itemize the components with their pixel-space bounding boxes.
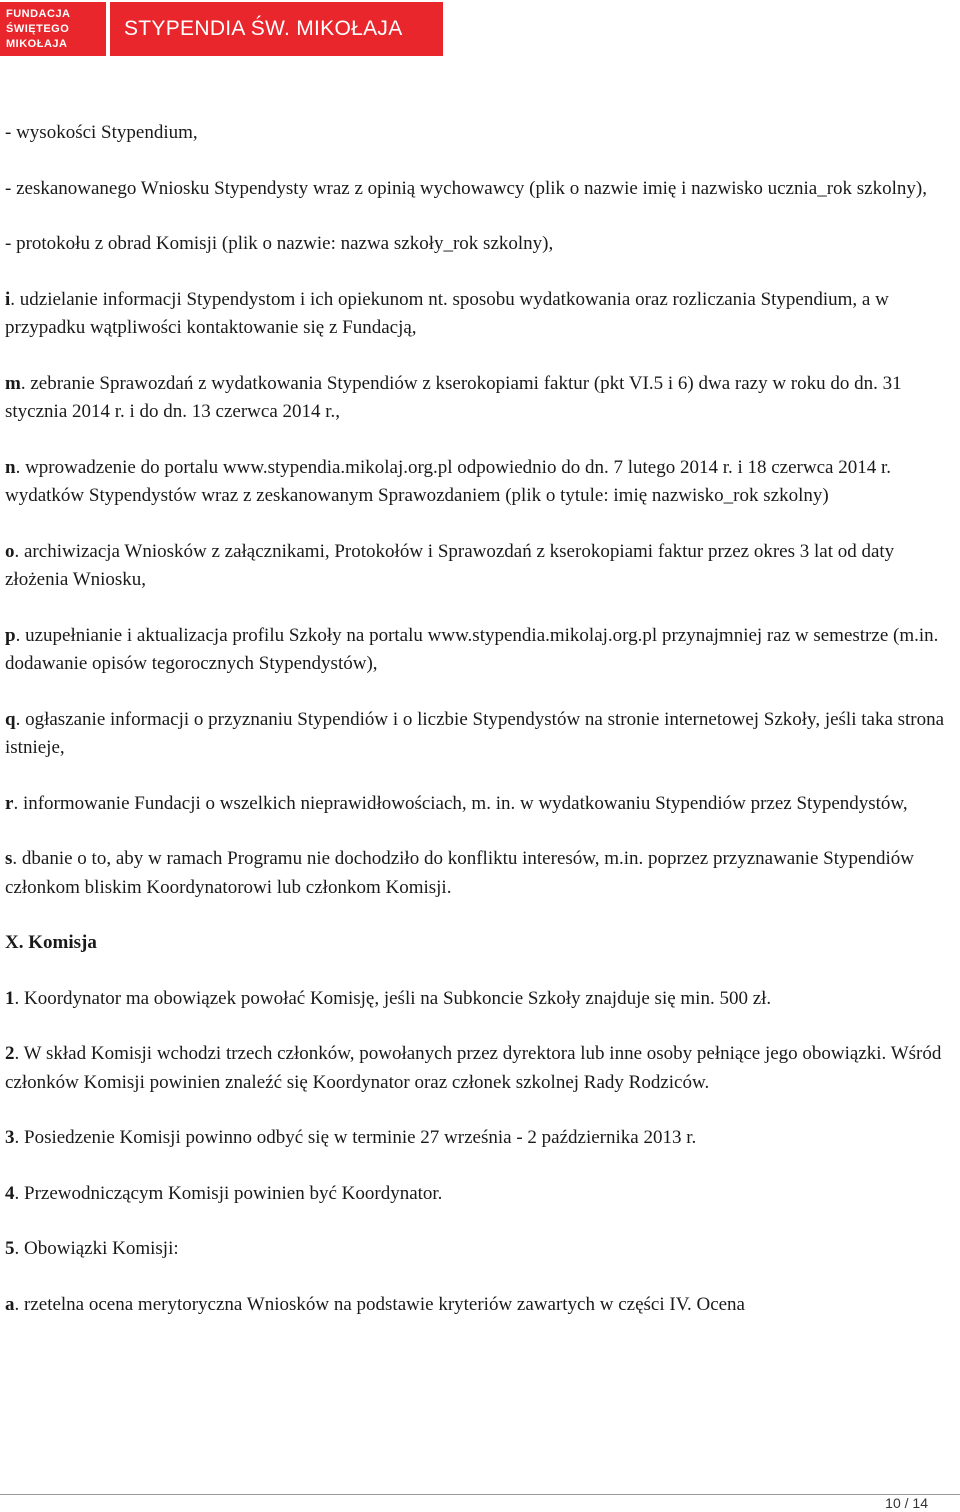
list-item bbox=[5, 1180, 950, 1209]
list-item bbox=[5, 286, 950, 343]
item-marker: s bbox=[5, 848, 13, 869]
list-item bbox=[5, 1124, 950, 1153]
item-text: . ogłaszanie informacji o przyznaniu Stypendiów i o liczbie Stypendystów na stronie internetowej Szkoły, jeśli taka strona istnieje, bbox=[5, 708, 945, 758]
item-text: . Posiedzenie Komisji powinno odbyć się w terminie 27 września - 2 października 2013 r. bbox=[14, 1127, 697, 1148]
page-number: 10 / 14 bbox=[885, 1495, 928, 1511]
list-item bbox=[5, 1291, 950, 1320]
item-marker: n bbox=[5, 456, 16, 478]
item-marker: 5 bbox=[5, 1238, 15, 1259]
logo-line: ŚWIĘTEGO bbox=[6, 23, 70, 35]
list-item bbox=[5, 845, 950, 902]
foundation-logo bbox=[0, 2, 106, 56]
page-header bbox=[0, 0, 960, 58]
item-text: - zeskanowanego Wniosku Stypendysty wraz z opinią wychowawcy (plik o nazwie imię i nazwisko ucznia_rok szkolny), bbox=[5, 177, 927, 199]
item-marker: a bbox=[5, 1293, 15, 1315]
item-marker: q bbox=[5, 708, 16, 730]
list-item bbox=[5, 706, 950, 763]
list-item bbox=[5, 119, 950, 148]
item-text: . Koordynator ma obowiązek powołać Komisję, jeśli na Subkoncie Szkoły znajduje się min. 500 zł. bbox=[14, 987, 772, 1009]
item-text: - wysokości Stypendium, bbox=[5, 122, 198, 143]
item-text: . W skład Komisji wchodzi trzech członków, powołanych przez dyrektora lub inne osoby pełniące jego obowiązki. Wśród członków Komisji powinien znaleźć się Koordynator oraz członek szkolnej Rady Rodziców. bbox=[5, 1043, 942, 1093]
item-text: . informowanie Fundacji o wszelkich nieprawidłowościach, m. in. w wydatkowaniu Stypendiów przez Stypendystów, bbox=[13, 792, 908, 814]
list-item bbox=[5, 175, 950, 204]
banner-title: STYPENDIA ŚW. MIKOŁAJA bbox=[110, 2, 443, 56]
list-item bbox=[5, 1235, 950, 1264]
item-text: - protokołu z obrad Komisji (plik o nazwie: nazwa szkoły_rok szkolny), bbox=[5, 233, 554, 254]
item-text: . Obowiązki Komisji: bbox=[14, 1238, 179, 1259]
item-marker: 3 bbox=[5, 1127, 15, 1148]
item-marker: 4 bbox=[5, 1182, 15, 1204]
list-item bbox=[5, 538, 950, 595]
item-marker: o bbox=[5, 540, 15, 562]
footer-divider bbox=[0, 1494, 960, 1495]
item-text: . uzupełnianie i aktualizacja profilu Szkoły na portalu www.stypendia.mikolaj.org.pl przynajmniej raz w semestrze (m.in. dodawanie opisów tegorocznych Stypendystów), bbox=[5, 624, 939, 674]
item-marker: r bbox=[5, 792, 14, 814]
list-item bbox=[5, 370, 950, 427]
list-item bbox=[5, 230, 950, 259]
item-text: . rzetelna ocena merytoryczna Wniosków na podstawie kryteriów zawartych w części IV. Ocena bbox=[14, 1293, 745, 1315]
section-title: X. Komisja bbox=[5, 932, 97, 953]
list-item bbox=[5, 1040, 950, 1097]
item-marker: 1 bbox=[5, 987, 15, 1009]
item-marker: m bbox=[5, 372, 21, 394]
item-text: . archiwizacja Wniosków z załącznikami, Protokołów i Sprawozdań z kserokopiami faktur przez okres 3 lat od daty złożenia Wniosku, bbox=[5, 540, 895, 590]
list-item bbox=[5, 454, 950, 511]
list-item bbox=[5, 985, 950, 1014]
item-text: . dbanie o to, aby w ramach Programu nie dochodziło do konfliktu interesów, m.in. poprzez przyznawanie Stypendiów członkom bliskim Koordynatorowi lub członkom Komisji. bbox=[5, 848, 914, 898]
item-marker: p bbox=[5, 624, 16, 646]
item-text: . wprowadzenie do portalu www.stypendia.mikolaj.org.pl odpowiednio do dn. 7 lutego 2014 r. i 18 czerwca 2014 r. wydatków Stypendystów wraz z zeskanowanym Sprawozdaniem (plik o tytule: imię nazwisko_rok szkolny) bbox=[5, 456, 891, 506]
list-item bbox=[5, 790, 950, 819]
list-item bbox=[5, 622, 950, 679]
commission-list bbox=[5, 985, 950, 1320]
document-body bbox=[5, 119, 950, 1346]
logo-line: FUNDACJA bbox=[6, 8, 71, 20]
item-text: . zebranie Sprawozdań z wydatkowania Stypendiów z kserokopiami faktur (pkt VI.5 i 6) dwa razy w roku do dn. 31 stycznia 2014 r. i do dn. 13 czerwca 2014 r., bbox=[5, 372, 902, 422]
item-marker: 2 bbox=[5, 1043, 15, 1064]
duties-list bbox=[5, 119, 950, 902]
logo-line: MIKOŁAJA bbox=[6, 38, 68, 50]
item-text: . udzielanie informacji Stypendystom i ich opiekunom nt. sposobu wydatkowania oraz rozliczania Stypendium, a w przypadku wątpliwości kontaktowanie się z Fundacją, bbox=[5, 288, 889, 338]
item-marker: i bbox=[5, 288, 11, 310]
item-text: . Przewodniczącym Komisji powinien być Koordynator. bbox=[14, 1182, 443, 1204]
